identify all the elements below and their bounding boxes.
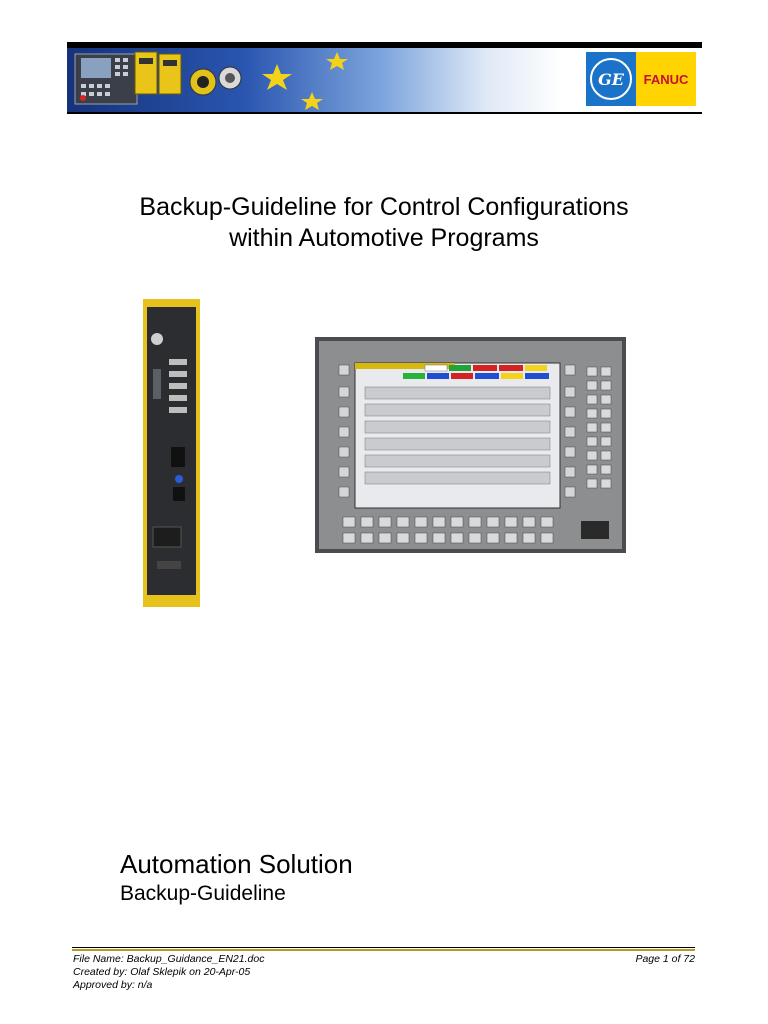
document-title bbox=[60, 192, 708, 254]
footer-rule bbox=[72, 947, 695, 951]
subtitle-block bbox=[120, 848, 353, 908]
footer-created-by: Created by: Olaf Sklepik on 20-Apr-05 bbox=[73, 966, 251, 978]
header-bottom-line bbox=[67, 112, 702, 114]
ge-monogram: GE bbox=[590, 58, 632, 100]
page-header bbox=[67, 42, 702, 116]
controller-module-photo bbox=[143, 299, 200, 607]
footer-approved-by: Approved by: n/a bbox=[73, 979, 153, 991]
ge-fanuc-logo bbox=[586, 52, 696, 106]
title-line-1: Backup-Guideline for Control Configurations bbox=[139, 193, 629, 221]
footer-page-number: Page 1 of 72 bbox=[635, 953, 695, 965]
operator-panel-photo bbox=[315, 337, 626, 553]
banner-product-photo bbox=[67, 48, 587, 112]
subtitle-heading: Automation Solution bbox=[120, 849, 353, 879]
footer-row-1 bbox=[73, 953, 695, 966]
subtitle-subheading: Backup-Guideline bbox=[120, 882, 286, 905]
ge-logo bbox=[586, 52, 636, 106]
footer-file-name: File Name: Backup_Guidance_EN21.doc bbox=[73, 953, 265, 965]
title-line-2: within Automotive Programs bbox=[229, 224, 539, 252]
fanuc-logo: FANUC bbox=[636, 52, 696, 106]
page-footer bbox=[73, 953, 695, 992]
